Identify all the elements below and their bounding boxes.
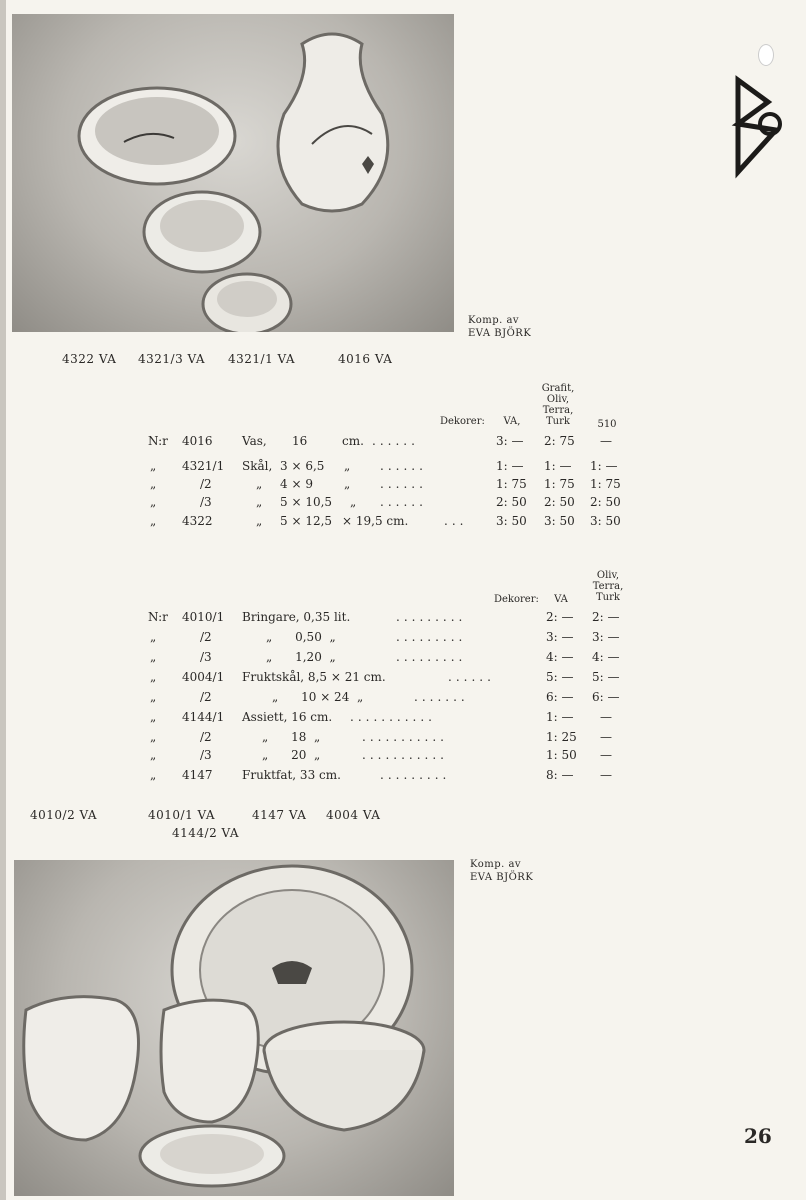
komp-label: Komp. av	[468, 315, 520, 326]
price-va: 2: —	[546, 610, 574, 624]
price-colors: 1: 75	[544, 477, 575, 491]
price-colors: —	[600, 768, 612, 782]
row-number: 4004/1	[182, 670, 225, 684]
row-number: /2	[200, 730, 212, 744]
row-number: /2	[200, 477, 212, 491]
row-description: Fruktfat, 33 cm.	[242, 768, 341, 782]
row-name: „	[256, 514, 263, 528]
price-colors: 3: —	[592, 630, 620, 644]
row-prefix: „	[150, 670, 157, 684]
row-description: Bringare, 0,35 lit.	[242, 610, 351, 624]
page-binding-edge	[0, 0, 6, 1200]
bottom-caption-4: 4004 VA	[326, 808, 381, 822]
designer-name: EVA BJÖRK	[470, 872, 534, 883]
leader-dots: ...........	[362, 748, 448, 762]
row-number: 4016	[182, 434, 213, 448]
row-prefix: „	[150, 477, 157, 491]
row-name: „	[256, 477, 263, 491]
row-dimension: 16	[292, 434, 308, 448]
row-prefix: „	[150, 710, 157, 724]
row-number: 4321/1	[182, 459, 225, 473]
top-caption-1: 4322 VA	[62, 352, 117, 366]
row-dimension: 5 × 10,5	[280, 495, 333, 509]
row-name: Vas,	[242, 434, 267, 448]
price-colors: 5: —	[592, 670, 620, 684]
ceramics-illustration-top	[12, 14, 454, 332]
price-va: 8: —	[546, 768, 574, 782]
row-prefix: „	[150, 730, 157, 744]
price-510: —	[600, 434, 612, 448]
row-prefix: „	[150, 630, 157, 644]
row-prefix: „	[150, 514, 157, 528]
row-number: /3	[200, 650, 212, 664]
price-colors: 4: —	[592, 650, 620, 664]
row-description: „ 10 × 24 „	[272, 690, 364, 704]
row-unit: „	[344, 459, 351, 473]
bottom-caption-2: 4010/1 VA	[148, 808, 216, 822]
price-colors: 3: 50	[544, 514, 575, 528]
page-number: 26	[744, 1124, 772, 1148]
row-dimension: 5 × 12,5	[280, 514, 333, 528]
row-unit: cm.	[342, 434, 364, 448]
price-colors: 1: —	[544, 459, 572, 473]
table1-col-header-dekorer: Dekorer:	[440, 416, 485, 427]
leader-dots: .........	[380, 768, 451, 782]
row-name: Skål,	[242, 459, 273, 473]
bo-logo	[728, 72, 788, 182]
price-va: 6: —	[546, 690, 574, 704]
price-va: 3: —	[496, 434, 524, 448]
bottom-product-photo	[14, 860, 454, 1196]
price-510: 2: 50	[590, 495, 621, 509]
row-unit: × 19,5 cm.	[342, 514, 409, 528]
top-caption-4: 4016 VA	[338, 352, 393, 366]
price-va: 2: 50	[496, 495, 527, 509]
row-number: /3	[200, 748, 212, 762]
row-number: 4010/1	[182, 610, 225, 624]
top-product-photo	[12, 14, 454, 332]
price-510: 3: 50	[590, 514, 621, 528]
price-colors: 2: 50	[544, 495, 575, 509]
price-510: 1: 75	[590, 477, 621, 491]
leader-dots: ...........	[362, 730, 448, 744]
price-colors: —	[600, 748, 612, 762]
bottom-caption-3: 4147 VA	[252, 808, 307, 822]
row-prefix: „	[150, 748, 157, 762]
row-description: „ 1,20 „	[266, 650, 336, 664]
bottom-caption-1: 4010/2 VA	[30, 808, 98, 822]
price-va: 1: 50	[546, 748, 577, 762]
row-number: /2	[200, 630, 212, 644]
row-number: /3	[200, 495, 212, 509]
leader-dots: ......	[380, 495, 427, 509]
row-description: Assiett, 16 cm.	[242, 710, 333, 724]
row-prefix: „	[150, 459, 157, 473]
row-unit: „	[344, 477, 351, 491]
top-caption-2: 4321/3 VA	[138, 352, 206, 366]
table2-col-header-va: VA	[554, 594, 568, 605]
row-prefix: N:r	[148, 610, 168, 624]
price-colors: 6: —	[592, 690, 620, 704]
leader-dots: ......	[380, 459, 427, 473]
leader-dots: .........	[396, 610, 467, 624]
row-description: „ 0,50 „	[266, 630, 336, 644]
price-va: 1: 25	[546, 730, 577, 744]
table1-col-header-colors: Grafit, Oliv, Terra, Turk	[541, 383, 575, 427]
price-510: 1: —	[590, 459, 618, 473]
komp-label: Komp. av	[470, 859, 522, 870]
price-va: 4: —	[546, 650, 574, 664]
ceramics-illustration-bottom	[14, 860, 454, 1196]
price-va: 1: 75	[496, 477, 527, 491]
row-number: 4144/1	[182, 710, 225, 724]
row-unit: „	[350, 495, 357, 509]
row-number: 4147	[182, 768, 213, 782]
leader-dots: ...........	[350, 710, 436, 724]
punch-hole	[758, 44, 774, 66]
row-prefix: „	[150, 768, 157, 782]
price-va: 1: —	[496, 459, 524, 473]
table1-col-header-va: VA,	[503, 416, 521, 427]
row-prefix: N:r	[148, 434, 168, 448]
price-va: 3: —	[546, 630, 574, 644]
leader-dots: .......	[414, 690, 469, 704]
table2-col-header-dekorer: Dekorer:	[494, 594, 539, 605]
row-description: „ 20 „	[262, 748, 321, 762]
leader-dots: .........	[396, 630, 467, 644]
table1-col-header-510: 510	[597, 419, 617, 430]
top-caption-3: 4321/1 VA	[228, 352, 296, 366]
table2-col-header-colors: Oliv, Terra, Turk	[592, 570, 624, 603]
row-prefix: „	[150, 495, 157, 509]
row-number: 4322	[182, 514, 213, 528]
leader-dots: ...	[444, 514, 468, 528]
row-dimension: 4 × 9	[280, 477, 313, 491]
bottom-caption-5: 4144/2 VA	[172, 826, 240, 840]
leader-dots: ......	[372, 434, 419, 448]
price-colors: 2: 75	[544, 434, 575, 448]
row-name: „	[256, 495, 263, 509]
leader-dots: ......	[448, 670, 495, 684]
top-designer-credit	[468, 314, 531, 340]
price-colors: —	[600, 710, 612, 724]
row-description: „ 18 „	[262, 730, 321, 744]
bo-logo-mark	[728, 72, 788, 182]
price-colors: —	[600, 730, 612, 744]
designer-name: EVA BJÖRK	[468, 328, 532, 339]
price-va: 1: —	[546, 710, 574, 724]
bottom-designer-credit	[470, 858, 533, 884]
row-number: /2	[200, 690, 212, 704]
row-prefix: „	[150, 650, 157, 664]
price-va: 5: —	[546, 670, 574, 684]
row-prefix: „	[150, 690, 157, 704]
price-va: 3: 50	[496, 514, 527, 528]
leader-dots: ......	[380, 477, 427, 491]
row-description: Fruktskål, 8,5 × 21 cm.	[242, 670, 386, 684]
row-dimension: 3 × 6,5	[280, 459, 325, 473]
leader-dots: .........	[396, 650, 467, 664]
price-colors: 2: —	[592, 610, 620, 624]
